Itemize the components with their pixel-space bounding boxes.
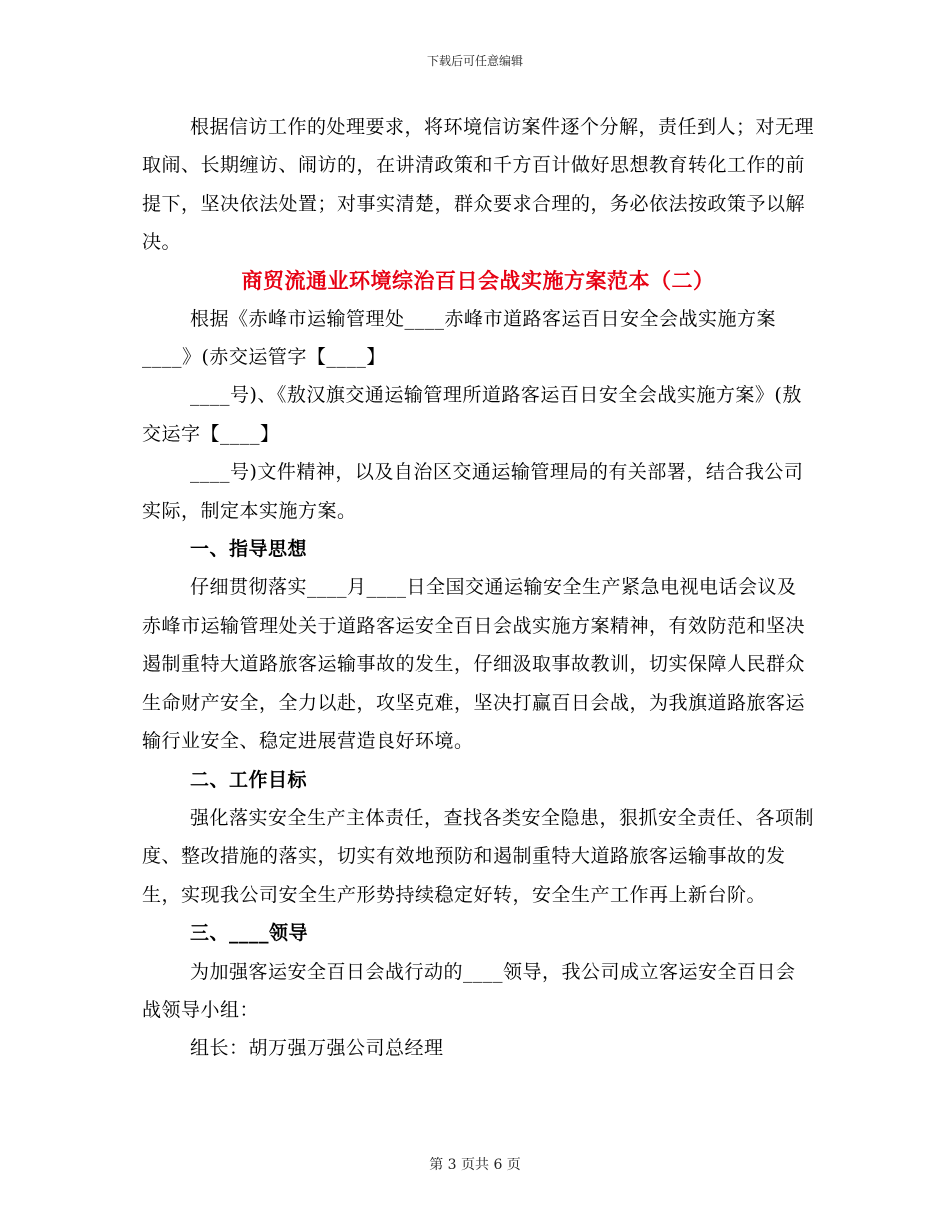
paragraph-basis-1: 根据《赤峰市运输管理处____赤峰市道路客运百日安全会战实施方案____》(赤交运管字【____】 <box>142 307 777 369</box>
paragraph-guiding-thought: 仔细贯彻落实____月____日全国交通运输安全生产紧急电视电话会议及赤峰市运输管理处关于道路客运安全百日会战实施方案精神，有效防范和坚决遏制重特大道路旅客运输事故的发生，仔细汲取事故教训，切实保障人民群众生命财产安全，全力以赴，攻坚克难，坚决打赢百日会战，为我旗道路旅客运输行业安全、稳定进展营造良好环境。 <box>142 576 806 753</box>
heading-guiding-thought: 一、指导思想 <box>190 538 308 561</box>
section-title: 商贸流通业环境综治百日会战实施方案范本（二） <box>241 267 715 293</box>
page-header: 下载后可任意编辑 <box>426 54 523 68</box>
paragraph-basis-3: ____号)文件精神，以及自治区交通运输管理局的有关部署，结合我公司实际，制定本实施方案。 <box>142 461 804 522</box>
paragraph-leadership: 为加强客运安全百日会战行动的____领导，我公司成立客运安全百日会战领导小组： <box>142 960 796 1021</box>
page-footer: 第 3 页共 6 页 <box>429 1157 521 1173</box>
heading-work-goals: 二、工作目标 <box>190 768 308 791</box>
paragraph-work-goals: 强化落实安全生产主体责任，查找各类安全隐患，狠抓安全责任、各项制度、整改措施的落实，切实有效地预防和遏制重特大道路旅客运输事故的发生，实现我公司安全生产形势持续稳定好转，安全生产工作再上新台阶。 <box>142 806 815 906</box>
paragraph-basis-2: ____号)、《敖汉旗交通运输管理所道路客运百日安全会战实施方案》(敖交运字【____】 <box>142 384 802 445</box>
paragraph-team-leader: 组长：胡万强万强公司总经理 <box>190 1037 444 1060</box>
document-body <box>142 108 814 1068</box>
paragraph-petition: 根据信访工作的处理要求，将环境信访案件逐个分解，责任到人；对无理取闹、长期缠访、闹访的，在讲清政策和千方百计做好思想教育转化工作的前提下，坚决依法处置；对事实清楚，群众要求合理的，务必依法按政策予以解决。 <box>142 116 815 254</box>
heading-leadership: 三、____领导 <box>190 922 309 945</box>
